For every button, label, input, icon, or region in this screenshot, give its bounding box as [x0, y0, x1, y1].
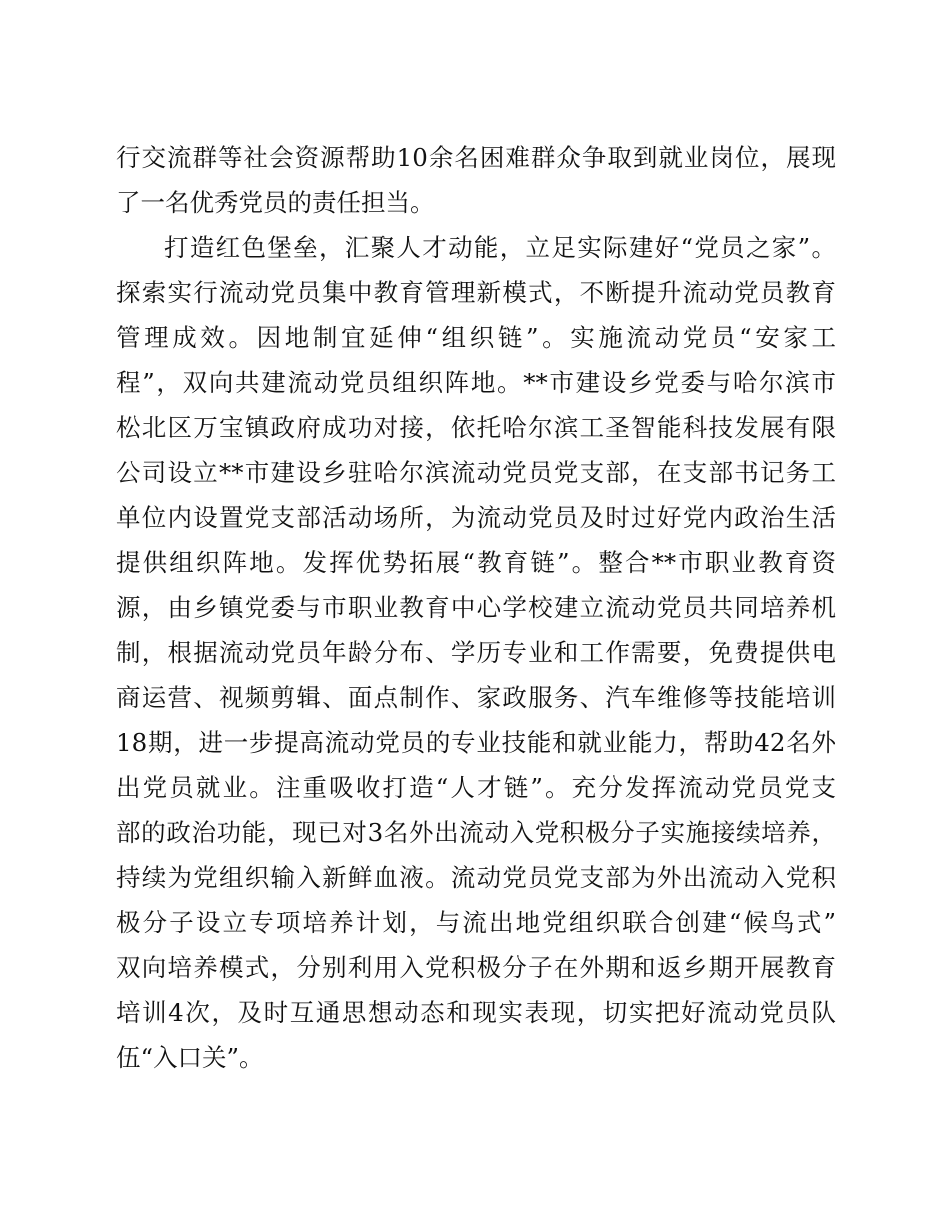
paragraph-first-line: 打造红色堡垒，汇聚人才动能，立足实际建好“党员之家”。 [164, 233, 836, 262]
text-line: 程”，双向共建流动党员组织阵地。**市建设乡党委与哈尔滨市 [116, 368, 836, 397]
text-line: 管理成效。因地制宜延伸“组织链”。实施流动党员“安家工 [116, 323, 836, 352]
text-line: 提供组织阵地。发挥优势拓展“教育链”。整合**市职业教育资 [116, 548, 836, 577]
text-line: 制，根据流动党员年龄分布、学历专业和工作需要，免费提供电 [116, 638, 836, 667]
text-line: 源，由乡镇党委与市职业教育中心学校建立流动党员共同培养机 [116, 593, 836, 622]
text-line: 商运营、视频剪辑、面点制作、家政服务、汽车维修等技能培训 [116, 683, 836, 712]
text-line: 行交流群等社会资源帮助10余名困难群众争取到就业岗位，展现 [116, 143, 836, 172]
text-line: 公司设立**市建设乡驻哈尔滨流动党员党支部，在支部书记务工 [116, 458, 836, 487]
text-line: 了一名优秀党员的责任担当。 [116, 188, 435, 217]
text-line: 单位内设置党支部活动场所，为流动党员及时过好党内政治生活 [116, 503, 836, 532]
text-line: 培训4次，及时互通思想动态和现实表现，切实把好流动党员队 [116, 998, 836, 1027]
text-line: 松北区万宝镇政府成功对接，依托哈尔滨工圣智能科技发展有限 [116, 413, 836, 442]
text-line: 持续为党组织输入新鲜血液。流动党员党支部为外出流动入党积 [116, 863, 836, 892]
text-line: 出党员就业。注重吸收打造“人才链”。充分发挥流动党员党支 [116, 773, 836, 802]
text-line: 双向培养模式，分别利用入党积极分子在外期和返乡期开展教育 [116, 953, 836, 982]
text-line: 伍“入口关”。 [116, 1043, 264, 1072]
text-line: 探索实行流动党员集中教育管理新模式，不断提升流动党员教育 [116, 278, 836, 307]
text-line: 18期，进一步提高流动党员的专业技能和就业能力，帮助42名外 [116, 728, 836, 757]
text-line: 极分子设立专项培养计划，与流出地党组织联合创建“候鸟式” [116, 908, 836, 937]
text-line: 部的政治功能，现已对3名外出流动入党积极分子实施接续培养， [116, 818, 836, 847]
